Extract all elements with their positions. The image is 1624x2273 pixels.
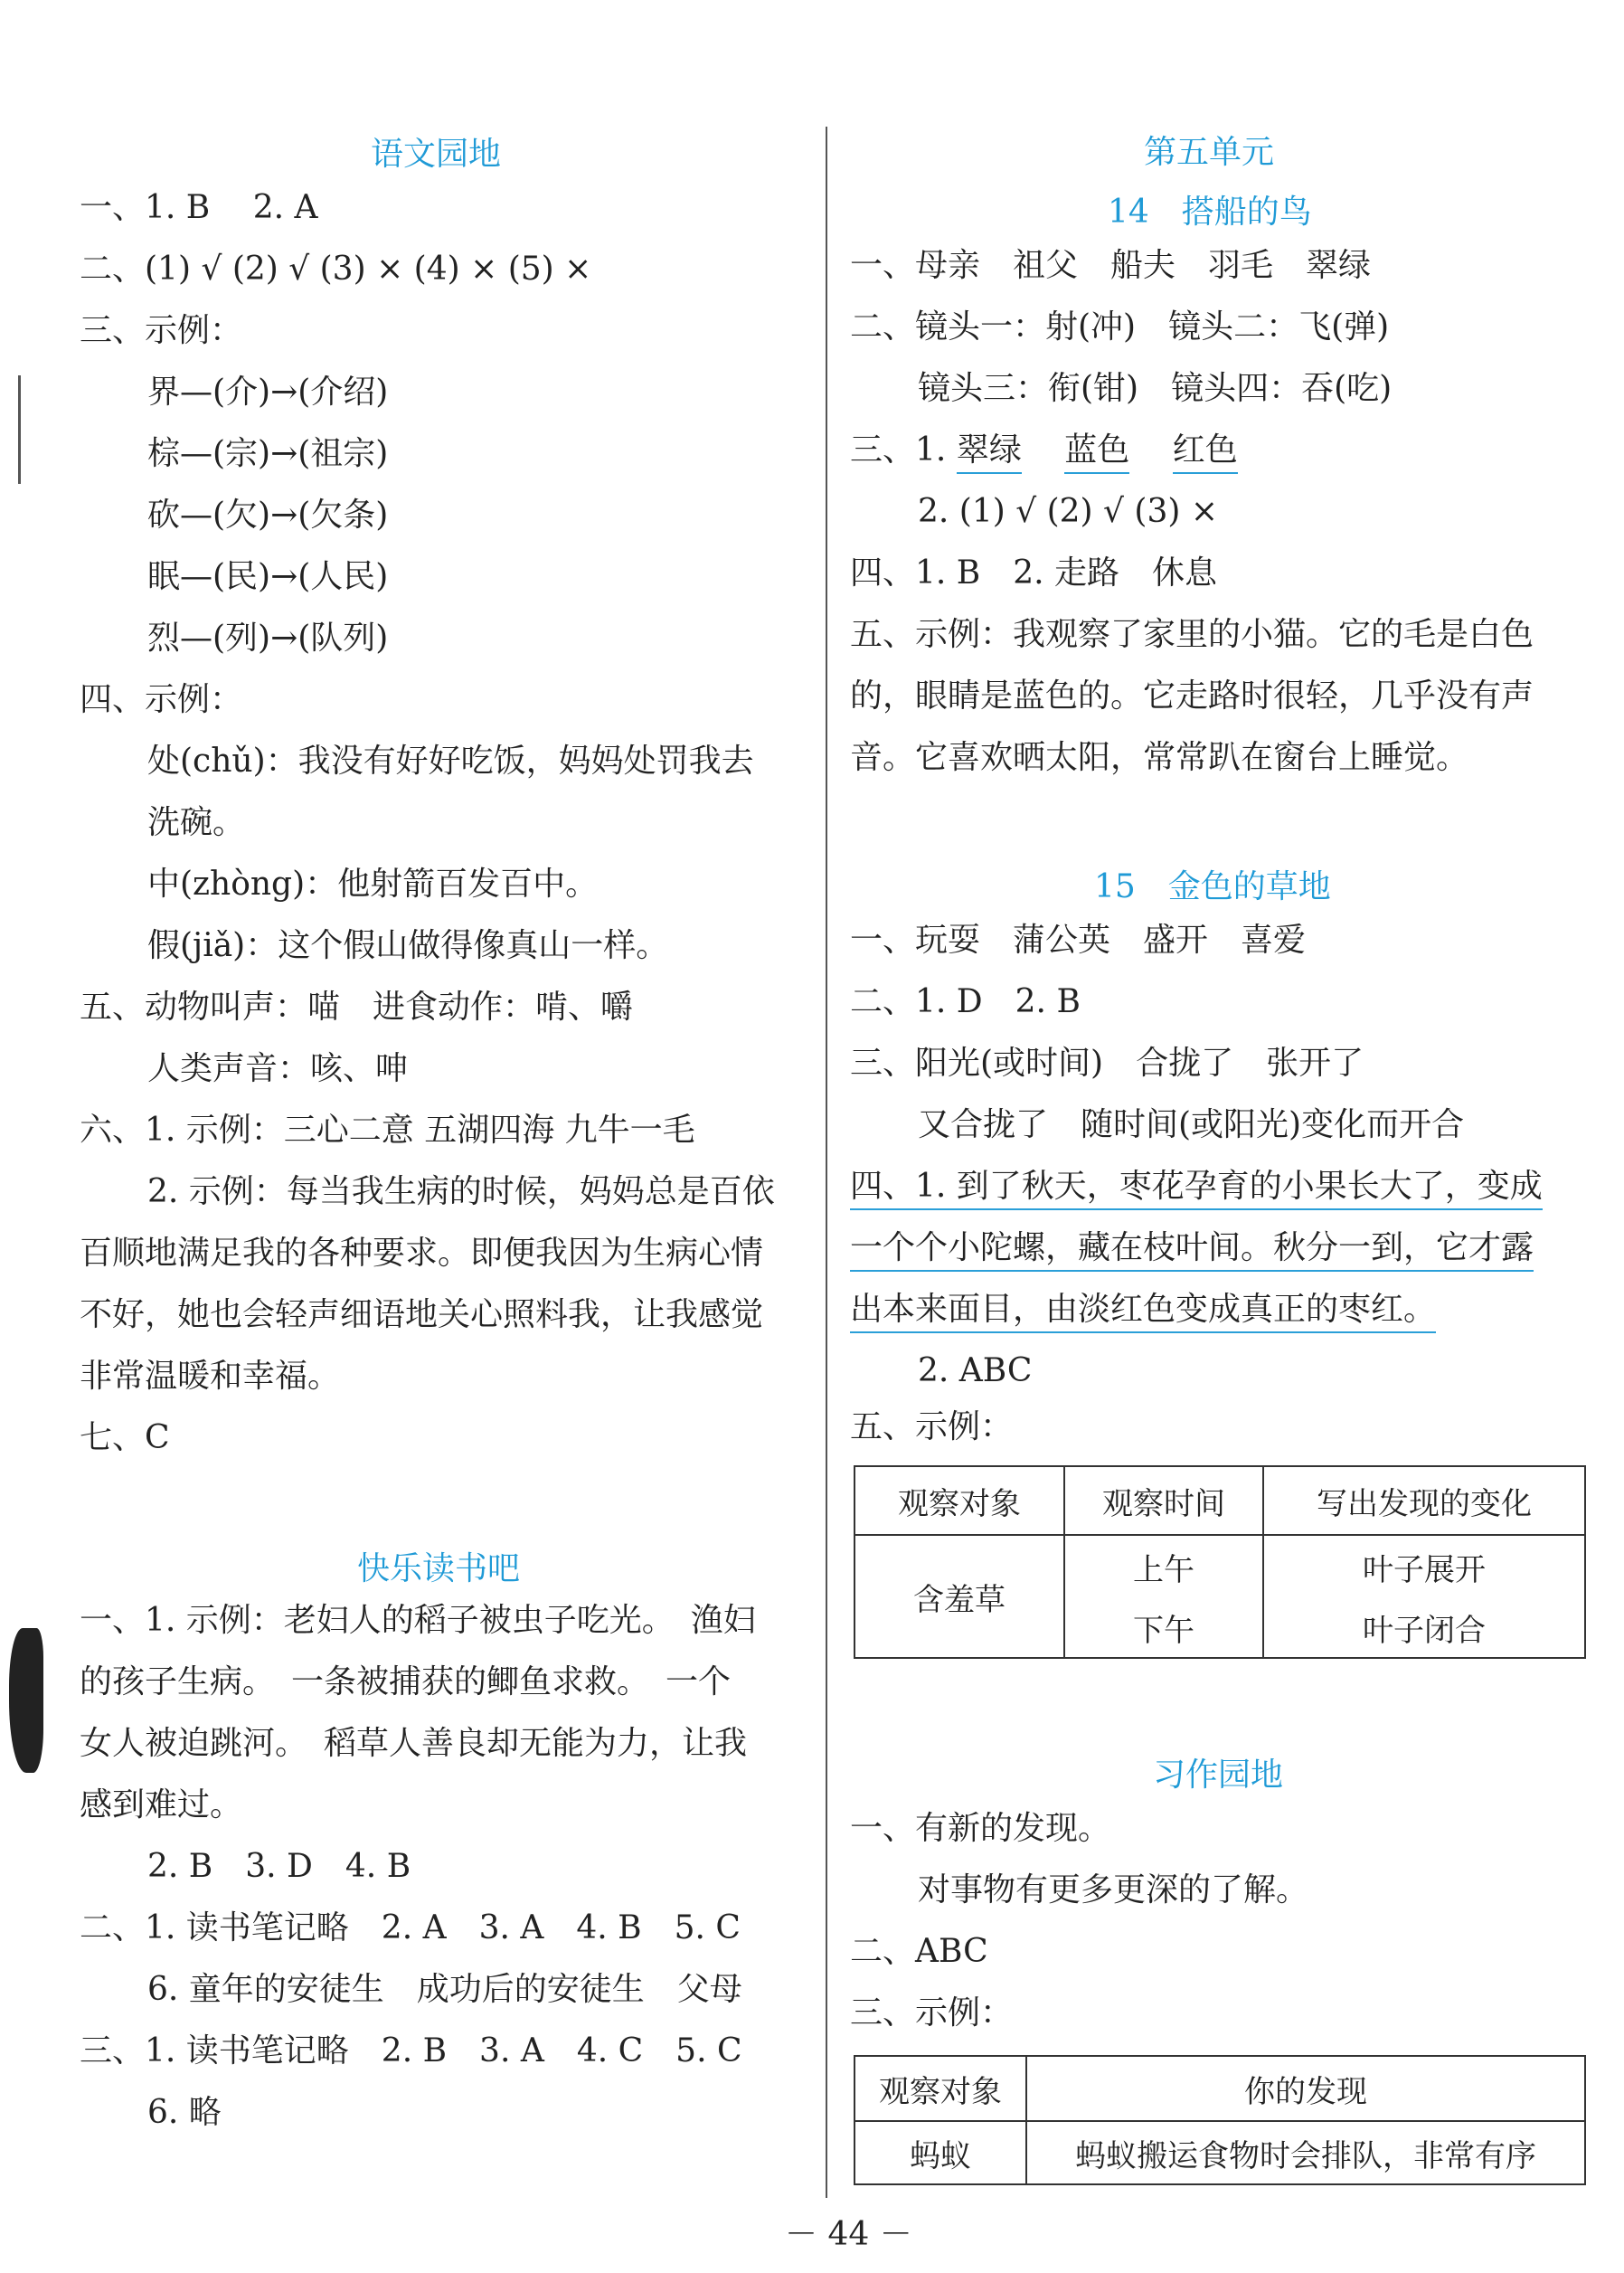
answer-line: 感到难过。 [80, 1786, 243, 1823]
answer-line: 中(zhòng)：他射箭百发百中。 [147, 866, 599, 903]
answer-line: 对事物有更多更深的了解。 [918, 1871, 1309, 1908]
answer-line: 三、阳光(或时间) 合拢了 张开了 [850, 1045, 1364, 1082]
answer-line: 三、1. 读书笔记略 2. B 3. A 4. C 5. C [80, 2032, 742, 2069]
answer-line: 五、动物叫声：喵 进食动作：啃、嚼 [80, 989, 634, 1026]
scan-stain [9, 1628, 43, 1773]
answer-line: 四、示例： [80, 681, 243, 718]
section-title-xizuo: 习作园地 [1153, 1757, 1284, 1794]
answer-line: 二、1. D 2. B [850, 983, 1081, 1020]
answer-line: 二、1. 读书笔记略 2. A 3. A 4. B 5. C [80, 1909, 741, 1946]
answer-line: 2. ABC [918, 1352, 1033, 1389]
answer-line: 三、示例： [80, 312, 243, 349]
answer-line: 棕—(宗)→(祖宗) [147, 435, 389, 472]
answer-line: 又合拢了 随时间(或阳光)变化而开合 [918, 1106, 1465, 1143]
answer-line: 六、1. 示例：三心二意 五湖四海 九牛一毛 [80, 1112, 695, 1149]
answer-line: 6. 略 [147, 2094, 222, 2131]
table-cell: 蚂蚁搬运食物时会排队，非常有序 [1026, 2121, 1585, 2184]
table-cell: 含羞草 [854, 1535, 1064, 1658]
answer-line: 不好，她也会轻声细语地关心照料我，让我感觉 [80, 1296, 764, 1333]
answer-line: 2. B 3. D 4. B [147, 1848, 411, 1885]
answer-line: 一、1. B 2. A [80, 189, 318, 226]
underlined-answer: 红色 [1173, 431, 1238, 474]
answer-line: 一、1. 示例：老妇人的稻子被虫子吃光。 渔妇 [80, 1602, 756, 1639]
table-header: 写出发现的变化 [1263, 1466, 1585, 1535]
answer-line: 砍—(欠)→(欠条) [147, 497, 389, 534]
underlined-answer: 四、1. 到了秋天，枣花孕育的小果长大了，变成 [850, 1168, 1543, 1210]
answer-line: 眠—(民)→(人民) [147, 558, 389, 595]
scan-mark [18, 375, 21, 484]
page-number: － 44 － [785, 2216, 912, 2253]
section-title-yuwen: 语文园地 [371, 136, 502, 173]
column-divider [826, 127, 827, 2198]
observation-table [854, 1465, 1586, 1659]
answer-line: 洗碗。 [147, 804, 246, 841]
section-title-reading: 快乐读书吧 [357, 1550, 521, 1587]
table-cell: 上午 [1064, 1535, 1263, 1598]
answer-prefix: 三、1. [850, 431, 947, 469]
answer-line: 2. 示例：每当我生病的时候，妈妈总是百依 [147, 1173, 775, 1210]
underlined-answer: 翠绿 [957, 431, 1022, 474]
table-cell: 叶子闭合 [1263, 1598, 1585, 1658]
discovery-table [854, 2055, 1586, 2185]
answer-line [850, 1290, 1436, 1330]
answer-line: 人类声音：咳、呻 [147, 1050, 409, 1087]
table-header: 观察对象 [854, 2056, 1026, 2121]
answer-line [850, 431, 1238, 470]
answer-line: 五、示例：我观察了家里的小猫。它的毛是白色 [850, 616, 1534, 653]
table-cell: 蚂蚁 [854, 2121, 1026, 2184]
answer-line: 界—(介)→(介绍) [147, 374, 389, 411]
answer-line: 非常温暖和幸福。 [80, 1358, 341, 1395]
answer-line: 烈—(列)→(队列) [147, 620, 389, 657]
answer-line: 的孩子生病。 一条被捕获的鲫鱼求救。 一个 [80, 1663, 732, 1700]
answer-line: 二、镜头一：射(冲) 镜头二：飞(弹) [850, 308, 1390, 346]
answer-line: 的，眼睛是蓝色的。它走路时很轻，几乎没有声 [850, 677, 1534, 715]
answer-line: 二、(1) √ (2) √ (3) × (4) × (5) × [80, 251, 592, 288]
table-header: 你的发现 [1026, 2056, 1585, 2121]
answer-line: 三、示例： [850, 1994, 1014, 2031]
answer-line [850, 1167, 1543, 1207]
answer-line: 6. 童年的安徒生 成功后的安徒生 父母 [147, 1971, 742, 2008]
answer-line: 2. (1) √ (2) √ (3) × [918, 493, 1219, 530]
answer-line: 音。它喜欢晒太阳，常常趴在窗台上睡觉。 [850, 739, 1469, 776]
answer-line: 处(chǔ)：我没有好好吃饭，妈妈处罚我去 [147, 743, 754, 780]
answer-line: 一、玩耍 蒲公英 盛开 喜爱 [850, 922, 1307, 959]
table-cell: 下午 [1064, 1598, 1263, 1658]
answer-line: 一、有新的发现。 [850, 1810, 1111, 1847]
underlined-answer: 出本来面目，由淡红色变成真正的枣红。 [850, 1291, 1436, 1333]
table-header: 观察对象 [854, 1466, 1064, 1535]
lesson-title-14: 14 搭船的鸟 [1108, 194, 1312, 231]
answer-line: 女人被迫跳河。 稻草人善良却无能为力，让我 [80, 1725, 748, 1762]
answer-line: 假(jiǎ)：这个假山做得像真山一样。 [147, 927, 669, 964]
answer-line [850, 1228, 1534, 1268]
answer-line: 七、C [80, 1419, 170, 1456]
lesson-title-15: 15 金色的草地 [1094, 868, 1331, 905]
answer-line: 五、示例： [850, 1408, 1014, 1445]
unit-title: 第五单元 [1144, 134, 1275, 171]
answer-line: 二、ABC [850, 1933, 988, 1970]
answer-line: 一、母亲 祖父 船夫 羽毛 翠绿 [850, 247, 1372, 284]
underlined-answer: 蓝色 [1064, 431, 1129, 474]
table-header: 观察时间 [1064, 1466, 1263, 1535]
answer-line: 四、1. B 2. 走路 休息 [850, 554, 1218, 592]
underlined-answer: 一个个小陀螺，藏在枝叶间。秋分一到，它才露 [850, 1229, 1534, 1272]
answer-line: 镜头三：衔(钳) 镜头四：吞(吃) [918, 370, 1393, 407]
answer-line: 百顺地满足我的各种要求。即便我因为生病心情 [80, 1235, 764, 1272]
table-cell: 叶子展开 [1263, 1535, 1585, 1598]
